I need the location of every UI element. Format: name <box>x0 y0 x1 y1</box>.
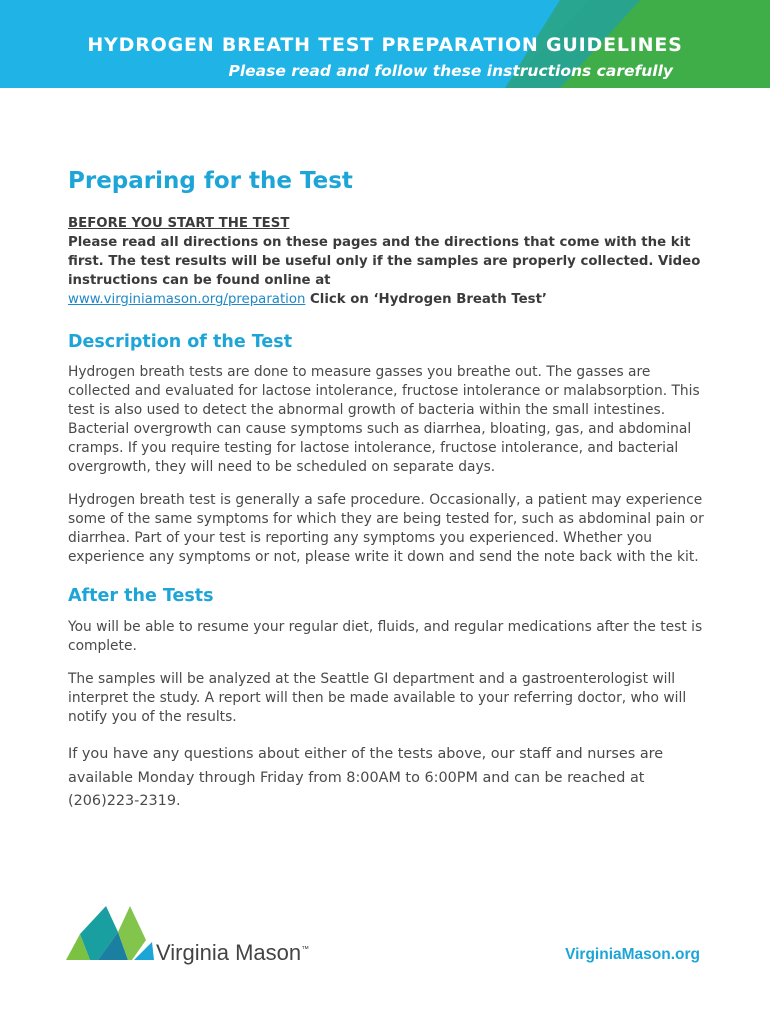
before-start-text <box>68 233 708 309</box>
before-start-heading: BEFORE YOU START THE TEST <box>68 216 290 231</box>
preparation-link[interactable]: www.virginiamason.org/preparation <box>68 292 306 307</box>
document-title: HYDROGEN BREATH TEST PREPARATION GUIDELINES <box>87 34 683 56</box>
header-banner <box>0 0 770 88</box>
main-content <box>68 168 708 814</box>
document-subtitle: Please read and follow these instructions carefully <box>228 62 673 80</box>
after-paragraph-1: You will be able to resume your regular diet, fluids, and regular medications after the test is complete. <box>68 619 703 654</box>
click-instruction: Click on ‘Hydrogen Breath Test’ <box>305 292 547 307</box>
logo-text: Virginia Mason <box>156 940 302 965</box>
after-tests-heading: After the Tests <box>68 586 214 606</box>
after-paragraph-2: The samples will be analyzed at the Seattle GI department and a gastroenterologist will interpret the study. A report will then be made available to your referring doctor, who will notify you of the results. <box>68 671 687 725</box>
virginia-mason-logo-icon <box>66 904 156 964</box>
logo-wordmark <box>156 940 309 966</box>
description-paragraph-2: Hydrogen breath test is generally a safe procedure. Occasionally, a patient may experience some of the same symptoms for which they are being tested for, such as abdominal pain or diarrhea. Part of your test is reporting any symptoms you experienced. Whether you experience any symptoms or not, please write it down and send the note back with the kit. <box>68 492 704 565</box>
description-paragraph-1: Hydrogen breath tests are done to measure gasses you breathe out. The gasses are collected and evaluated for lactose intolerance, fructose intolerance or malabsorption. This test is also used to detect the abnormal growth of bacteria within the small intestines. Bacterial overgrowth can cause symptoms such as diarrhea, bloating, gas, and abdominal cramps. If you require testing for lactose intolerance, fructose intolerance, and bacterial overgrowth, they will need to be scheduled on separate days. <box>68 364 700 475</box>
trademark-mark: ™ <box>301 944 310 954</box>
contact-paragraph: If you have any questions about either of the tests above, our staff and nurses are available Monday through Friday from 8:00AM to 6:00PM and can be reached at (206)223-2319. <box>68 746 664 809</box>
before-start-instructions: Please read all directions on these pages and the directions that come with the kit first. The test results will be useful only if the samples are properly collected. Video instructions can be found online at <box>68 235 701 288</box>
footer-website[interactable]: VirginiaMason.org <box>565 946 700 963</box>
description-heading: Description of the Test <box>68 332 293 352</box>
preparing-heading: Preparing for the Test <box>68 168 353 194</box>
